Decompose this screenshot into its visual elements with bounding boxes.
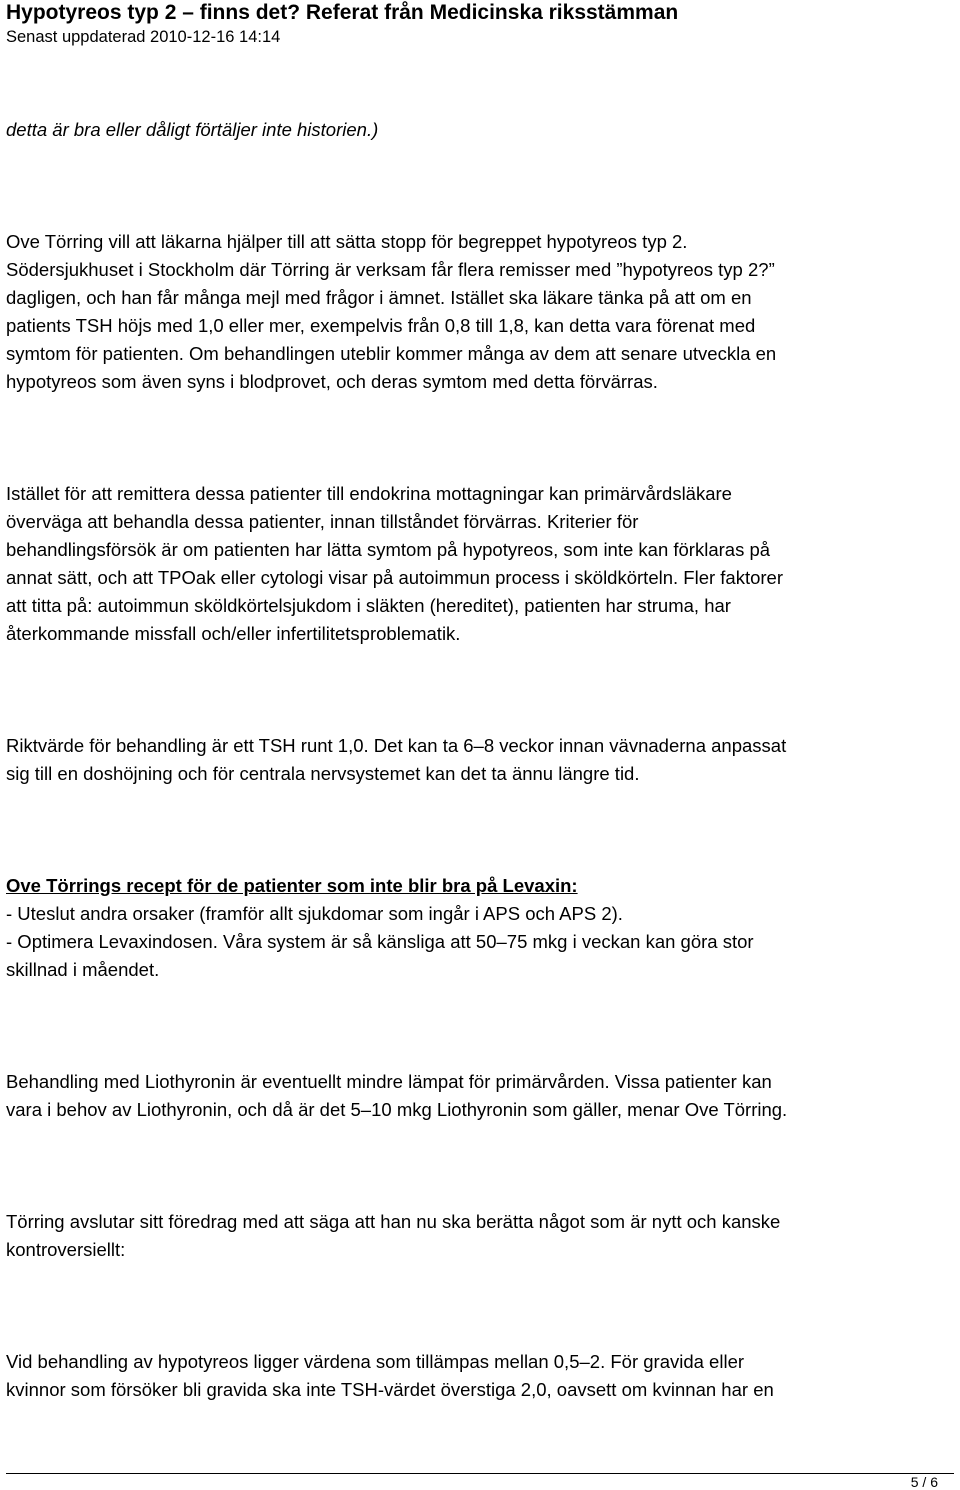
paragraph-conclusion-intro: Törring avslutar sitt föredrag med att säga att han nu ska berätta något som är nytt och kanske kontroversiellt: [6,1211,781,1260]
paragraph-tsh-ranges: Vid behandling av hypotyreos ligger värdena som tillämpas mellan 0,5–2. För gravida eller kvinnor som försöker bli gravida ska inte TSH-värdet överstiga 2,0, oavsett om kvinnan har en [6,1351,774,1400]
paragraph-liothyronin: Behandling med Liothyronin är eventuellt mindre lämpat för primärvården. Vissa patienter kan vara i behov av Liothyronin, och då är det 5–10 mkg Liothyronin som gäller, menar Ove Törring. [6,1071,788,1120]
paragraph-primary-care-treatment: Istället för att remittera dessa patienter till endokrina mottagningar kan primärvårdsläkare överväga att behandla dessa patienter, innan tillståndet förvärras. Kriterier för behandlingsförsök är om patienten har lätta symtom på hypotyreos, som inte kan förklaras på annat sätt, och att TPOak eller cytologi visar på autoimmun process i sköldkörteln. Fler faktorer att titta på: autoimmun sköldkörtelsjukdom i släkten (hereditet), patienten har struma, har återkommande missfall och/eller infertilitetsproblematik. [6,483,783,644]
document-title: Hypotyreos typ 2 – finns det? Referat från Medicinska riksstämman [6,1,679,24]
recipe-list: - Uteslut andra orsaker (framför allt sjukdomar som ingår i APS och APS 2). - Optimera Levaxindosen. Våra system är så känsliga att 50–75 mkg i veckan kan göra stor skillnad i måendet. [6,903,754,980]
last-updated-timestamp: Senast uppdaterad 2010-12-16 14:14 [6,28,281,46]
paragraph-intro-fragment: detta är bra eller dåligt förtäljer inte historien.) [6,119,379,140]
paragraph-tsh-target: Riktvärde för behandling är ett TSH runt 1,0. Det kan ta 6–8 veckor innan vävnaderna anpassat sig till en doshöjning och för centrala nervsystemet kan det ta ännu längre tid. [6,735,787,784]
paragraph-type2-concept: Ove Törring vill att läkarna hjälper till att sätta stopp för begreppet hypotyreos typ 2. Södersjukhuset i Stockholm där Törring är verksam får flera remisser med ”hypotyreos typ 2?” dagligen, och han får många mejl med frågor i ämnet. Istället ska läkare tänka på att om en patients TSH höjs med 1,0 eller mer, exempelvis från 0,8 till 1,8, kan detta vara förenat med symtom för patienten. Om behandlingen uteblir kommer många av dem att senare utveckla en hypotyreos som även syns i blodprovet, och deras symtom med detta förvärras. [6,231,777,392]
recipe-heading: Ove Törrings recept för de patienter som inte blir bra på Levaxin: [6,875,578,896]
page-number: 5 / 6 [910,1474,938,1490]
document-header [6,0,954,48]
footer-divider [6,1473,954,1474]
